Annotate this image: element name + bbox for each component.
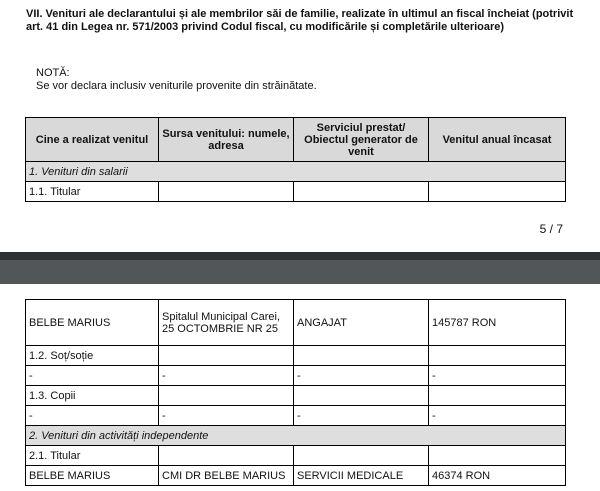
table-cell — [159, 386, 294, 406]
table-cell — [429, 182, 566, 202]
table-cell-source: CMI DR BELBE MARIUS — [159, 466, 294, 486]
table-cell-dash: - — [159, 366, 294, 386]
row-label-children: 1.3. Copii — [26, 386, 159, 406]
table-cell-source: Spitalul Municipal Carei, 25 OCTOMBRIE NR 25 — [159, 300, 294, 346]
table-cell — [429, 446, 566, 466]
table-cell — [294, 346, 429, 366]
table-cell — [159, 182, 294, 202]
table-cell — [429, 346, 566, 366]
col-header-income: Venitul anual încasat — [429, 118, 566, 162]
table-cell-income: 145787 RON — [429, 300, 566, 346]
table-cell-who: BELBE MARIUS — [26, 300, 159, 346]
section-title: VII. Venituri ale declarantului și ale membrilor săi de familie, realizate în ultimul an fiscal încheiat (potrivit art. 41 din Legea nr. 571/2003 privind Codul fiscal, cu modificările și completările ulterioare) — [26, 8, 574, 33]
table-cell — [159, 346, 294, 366]
table-cell-service: ANGAJAT — [294, 300, 429, 346]
table-cell-who: BELBE MARIUS — [26, 466, 159, 486]
page-separator — [0, 252, 600, 284]
table-cell-dash: - — [294, 366, 429, 386]
col-header-source: Sursa venitului: numele, adresa — [159, 118, 294, 162]
table-cell-dash: - — [159, 406, 294, 426]
table-cell-dash: - — [26, 406, 159, 426]
col-header-service: Serviciul prestat/ Obiectul generator de venit — [294, 118, 429, 162]
table-cell-dash: - — [429, 366, 566, 386]
table-cell-dash: - — [429, 406, 566, 426]
page-number: 5 / 7 — [539, 222, 563, 236]
section-row-independent: 2. Venituri din activități independente — [26, 426, 566, 446]
table-cell — [294, 386, 429, 406]
row-label-titular: 1.1. Titular — [26, 182, 159, 202]
note-text: Se vor declara inclusiv veniturile provenite din străinătate. — [36, 80, 317, 92]
section-row-salaries: 1. Venituri din salarii — [26, 162, 566, 182]
table-cell-service: SERVICII MEDICALE — [294, 466, 429, 486]
note-label: NOTĂ: — [36, 67, 70, 79]
table-cell — [429, 386, 566, 406]
table-cell-dash: - — [294, 406, 429, 426]
row-label-spouse: 1.2. Soț/soție — [26, 346, 159, 366]
table-cell — [294, 182, 429, 202]
income-table-continued — [25, 299, 566, 486]
col-header-who: Cine a realizat venitul — [26, 118, 159, 162]
row-label-titular: 2.1. Titular — [26, 446, 159, 466]
table-cell-dash: - — [26, 366, 159, 386]
table-cell — [294, 446, 429, 466]
table-cell-income: 46374 RON — [429, 466, 566, 486]
income-table-header — [25, 117, 566, 202]
table-cell — [159, 446, 294, 466]
